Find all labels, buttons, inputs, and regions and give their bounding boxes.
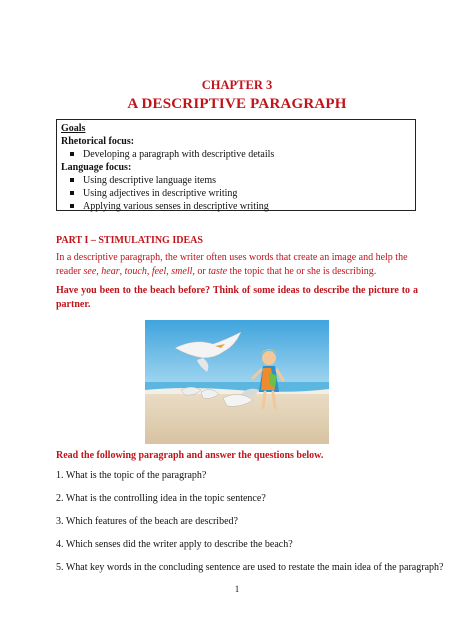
question-item: 3. Which features of the beach are described? [56,516,238,527]
sense-hear: hear [101,266,120,277]
language-focus-list [61,174,411,213]
goal-item: Using descriptive language items [61,174,411,187]
beach-question: Have you been to the beach before? Think of some ideas to describe the picture to a partner. [56,285,418,310]
intro-paragraph: In a descriptive paragraph, the writer often uses words that create an image and help the reader see, hear, touch, feel, smell, or taste the topic that he or she is describing. [56,252,408,277]
intro-end: the topic that he or she is describing. [227,266,377,277]
question-item: 1. What is the topic of the paragraph? [56,470,207,481]
beach-photo [145,320,329,444]
part-heading: PART I – STIMULATING IDEAS [56,235,203,246]
sense-smell: smell [171,266,193,277]
sense-feel: feel [151,266,167,277]
sense-see: see [83,266,97,277]
goal-item: Developing a paragraph with descriptive details [61,148,411,161]
intro-text: In a descriptive paragraph, the writer often uses words that create an image and help the reader [56,252,408,277]
rhetorical-focus-heading: Rhetorical focus: [61,136,135,147]
question-item: 2. What is the controlling idea in the topic sentence? [56,493,266,504]
question-item: 4. Which senses did the writer apply to describe the beach? [56,539,293,550]
question-item: 5. What key words in the concluding sentence are used to restate the main idea of the paragraph? [56,562,444,573]
reading-instruction: Read the following paragraph and answer the questions below. [56,450,324,461]
goals-box [56,119,416,211]
page-number: 1 [234,584,240,594]
goals-label: Goals [61,123,86,134]
sense-taste: taste [208,266,228,277]
goal-item: Applying various senses in descriptive writing [61,200,411,213]
rhetorical-focus-list [61,148,411,161]
chapter-title: A DESCRIPTIVE PARAGRAPH [127,96,347,112]
language-focus-heading: Language focus: [61,162,132,173]
sense-touch: touch [124,266,147,277]
goal-item: Using adjectives in descriptive writing [61,187,411,200]
chapter-number: CHAPTER 3 [201,78,273,92]
